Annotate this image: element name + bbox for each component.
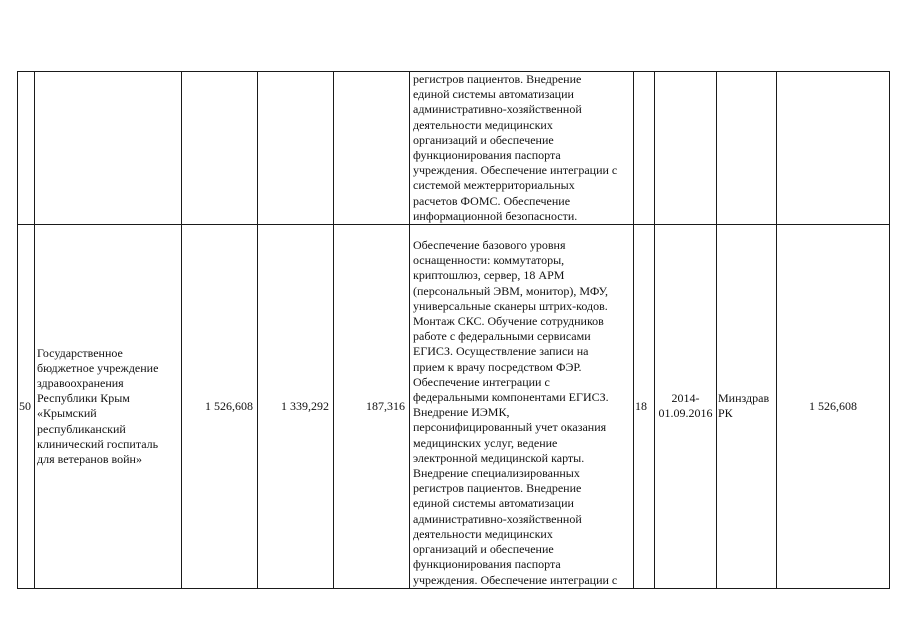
description-text: Обеспечение базового уровня оснащенности: коммутаторы, криптошлюз, сервер, 18 АРМ (персональный ЭВМ, монитор), МФУ, универсальные сканеры штрих-кодов. Монтаж СКС. Обучение сотрудников работе с федеральными сервисами ЕГИСЗ. Осуществление записи на прием к врачу посредством ФЭР. Обеспечение интеграции с федеральными компонентами ЕГИСЗ. Внедрение ИЭМК, персонифицированный учет оказания медицинских услуг, ведение электронной медицинской карты. Внедрение специализированных регистров пациентов. Внедрение единой системы автоматизации административно-хозяйственной деятельности медицинских организаций и обеспечение функционирования паспорта учреждения. Обеспечение интеграции с: [413, 238, 618, 587]
cell-responsible: [717, 225, 777, 589]
cell-workplaces: 18: [634, 225, 655, 589]
cell-description: [410, 225, 634, 589]
cell-description: [410, 72, 634, 225]
responsible-line-2: РК: [718, 406, 733, 421]
cell-amount: 1 526,608: [777, 225, 890, 589]
program-table: [17, 71, 890, 589]
cell-federal: [258, 72, 334, 225]
cell-organization: [35, 72, 182, 225]
table-row: [18, 72, 890, 225]
cell-amount: [777, 72, 890, 225]
cell-workplaces: [634, 72, 655, 225]
cell-number: [18, 72, 35, 225]
responsible-line-1: Минздрав: [718, 391, 770, 406]
cell-total: [182, 72, 258, 225]
cell-period: [655, 225, 717, 589]
cell-organization: Государственное бюджетное учреждение здравоохранения Республики Крым «Крымский республиканский клинический госпиталь для ветеранов войн»: [35, 225, 182, 589]
period-start: 2014-: [671, 391, 700, 406]
cell-federal: 1 339,292: [258, 225, 334, 589]
cell-responsible: [717, 72, 777, 225]
cell-regional: 187,316: [334, 225, 410, 589]
cell-number: 50: [18, 225, 35, 589]
cell-regional: [334, 72, 410, 225]
cell-total: 1 526,608: [182, 225, 258, 589]
period-end: 01.09.2016: [658, 406, 713, 421]
description-text: регистров пациентов. Внедрение единой системы автоматизации административно-хозяйственной деятельности медицинских организаций и обеспечение функционирования паспорта учреждения. Обеспечение интеграции с системой межтерриториальных расчетов ФОМС. Обеспечение информационной безопасности.: [413, 72, 618, 223]
cell-period: [655, 72, 717, 225]
table-row: [18, 225, 890, 589]
